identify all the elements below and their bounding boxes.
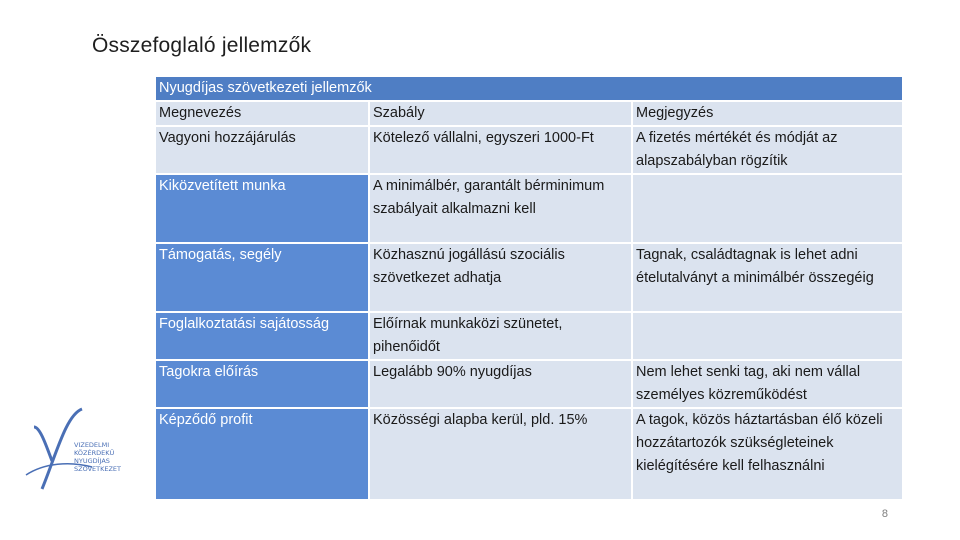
table-row [155,360,903,408]
row-rule: Legalább 90% nyugdíjas [369,360,632,408]
row-rule: A minimálbér, garantált bérminimum szabályait alkalmazni kell [369,174,632,243]
row-name: Vagyoni hozzájárulás [155,126,369,174]
row-rule: Kötelező vállalni, egyszeri 1000-Ft [369,126,632,174]
logo-text-line-3: NYUGDÍJAS [74,457,110,465]
logo-text-line-1: VIZEDELMI [74,441,110,449]
table-row [155,174,903,243]
table-row [155,312,903,360]
column-header-row [155,101,903,126]
row-note [632,174,903,243]
row-note: Nem lehet senki tag, aki nem vállal személyes közreműködést [632,360,903,408]
row-name: Képződő profit [155,408,369,500]
row-note: A fizetés mértékét és módját az alapszabályban rögzítik [632,126,903,174]
cooperative-logo [20,405,135,495]
row-rule: Közösségi alapba kerül, pld. 15% [369,408,632,500]
row-name: Támogatás, segély [155,243,369,312]
logo-text-line-4: SZÖVETKEZET [74,465,122,473]
table-row [155,126,903,174]
row-note [632,312,903,360]
row-name: Foglalkoztatási sajátosság [155,312,369,360]
row-note: A tagok, közös háztartásban élő közeli hozzátartozók szükségleteinek kielégítésére kell felhasználni [632,408,903,500]
table-header: Nyugdíjas szövetkezeti jellemzők [155,76,903,101]
column-header-note: Megjegyzés [632,101,903,126]
table-header-row [155,76,903,101]
row-name: Tagokra előírás [155,360,369,408]
characteristics-table [154,75,904,501]
row-rule: Közhasznú jogállású szociális szövetkezet adhatja [369,243,632,312]
slide-title: Összefoglaló jellemzők [92,34,312,57]
column-header-name: Megnevezés [155,101,369,126]
row-note: Tagnak, családtagnak is lehet adni ételutalványt a minimálbér összegéig [632,243,903,312]
row-name: Kiközvetített munka [155,174,369,243]
table-row [155,243,903,312]
logo-text-line-2: KÖZÉRDEKŰ [74,449,115,457]
table-row [155,408,903,500]
column-header-rule: Szabály [369,101,632,126]
row-rule: Előírnak munkaközi szünetet, pihenőidőt [369,312,632,360]
page-number: 8 [881,508,888,520]
